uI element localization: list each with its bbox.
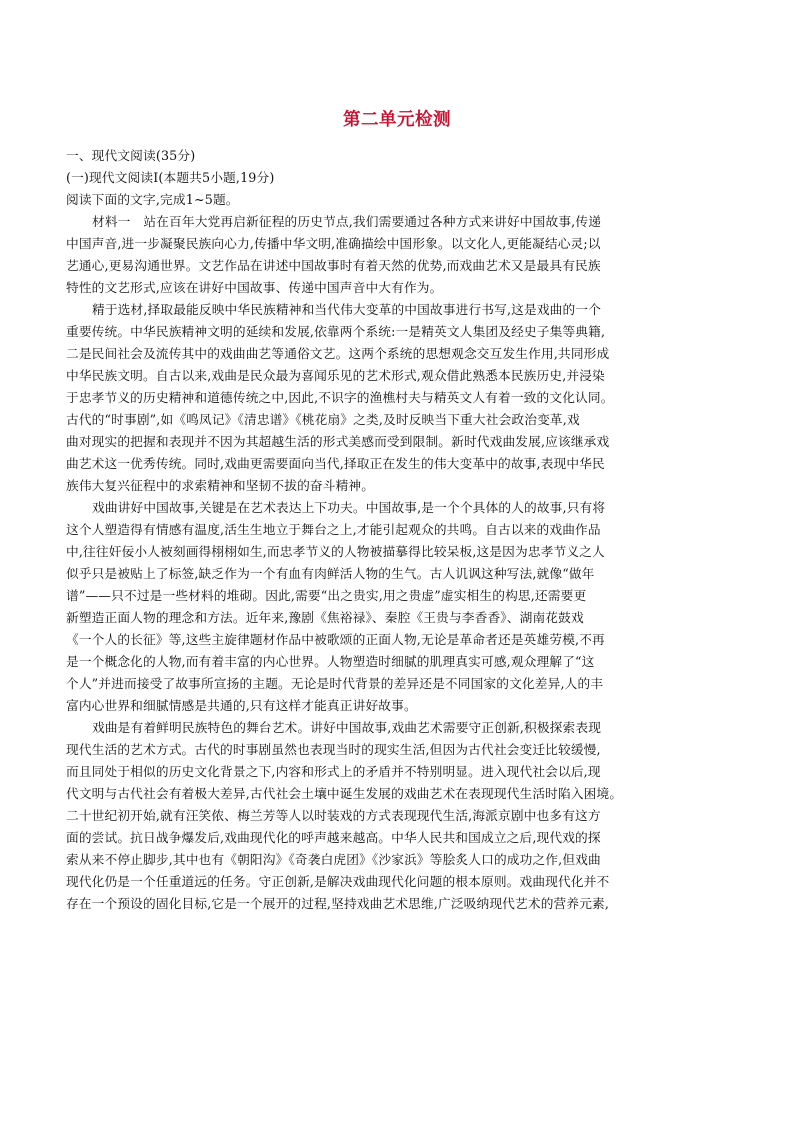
text-line: 富内心世界和细腻情感是共通的,只有这样才能真正讲好故事。 bbox=[66, 698, 417, 713]
text-line: 《一个人的长征》等,这些主旋律题材作品中被歌颂的正面人物,无论是革命者还是英雄劳模,不再 bbox=[66, 632, 605, 647]
text-line: 个人”并进而接受了故事所宣扬的主题。无论是时代背景的差异还是不同国家的文化差异,人的丰 bbox=[66, 676, 604, 691]
header-block bbox=[66, 145, 716, 211]
text-line: 曲对现实的把握和表现并不因为其超越生活的形式美感而受到限制。新时代戏曲发展,应该继承戏 bbox=[66, 434, 610, 449]
text-line: 似乎只是被贴上了标签,缺乏作为一个有血有肉鲜活人物的生气。古人讥讽这种写法,就像“做年 bbox=[66, 566, 595, 581]
text-line: 精于选材,择取最能反映中华民族精神和当代伟大变革的中国故事进行书写,这是戏曲的一个 bbox=[92, 302, 602, 317]
text-line: 二是民间社会及流传其中的戏曲曲艺等通俗文艺。这两个系统的思想观念交互发生作用,共同形成 bbox=[66, 346, 610, 361]
text-line: 代文明与古代社会有着极大差异,古代社会土壤中诞生发展的戏曲艺术在表现现代生活时陷入困境。 bbox=[66, 786, 623, 801]
page-title: 第二单元检测 bbox=[343, 110, 451, 130]
text-line: 谱”——只不过是一些材料的堆砌。因此,需要“出之贵实,用之贵虚”虚实相生的构思,还需要更 bbox=[66, 588, 587, 603]
text-line: 面的尝试。抗日战争爆发后,戏曲现代化的呼声越来越高。中华人民共和国成立之后,现代戏的探 bbox=[66, 830, 601, 845]
text-line: 古代的“时事剧”,如《鸣凤记》《清忠谱》《桃花扇》之类,及时反映当下重大社会政治变革,戏 bbox=[66, 412, 580, 427]
section-heading: 一、现代文阅读(35分) bbox=[66, 148, 196, 163]
text-line: 中,往往奸佞小人被刻画得栩栩如生,而忠孝节义的人物被描摹得比较呆板,这是因为忠孝节义之人 bbox=[66, 544, 605, 559]
instruction-text: 阅读下面的文字,完成1~5题。 bbox=[66, 192, 239, 207]
text-line: 重要传统。中华民族精神文明的延续和发展,依靠两个系统:一是精英文人集团及经史子集等典籍, bbox=[66, 324, 606, 339]
text-line: 特性的文艺形式,应该在讲好中国故事、传递中国声音中大有作为。 bbox=[66, 280, 443, 295]
subsection-heading: (一)现代文阅读Ⅰ(本题共5小题,19分) bbox=[66, 170, 275, 185]
text-line: 是一个概念化的人物,而有着丰富的内心世界。人物塑造时细腻的肌理真实可感,观众理解了“这 bbox=[66, 654, 595, 669]
text-line: 新塑造正面人物的理念和方法。近年来,豫剧《焦裕禄》、秦腔《王贵与李香香》、湖南花鼓戏 bbox=[66, 610, 584, 625]
text-line: 中华民族文明。自古以来,戏曲是民众最为喜闻乐见的艺术形式,观众借此熟悉本民族历史,并浸染 bbox=[66, 368, 605, 383]
text-line: 二十世纪初开始,就有汪笑侬、梅兰芳等人以时装戏的方式表现现代生活,海派京剧中也多有这方 bbox=[66, 808, 601, 823]
text-line: 这个人塑造得有情感有温度,活生生地立于舞台之上,才能引起观众的共鸣。自古以来的戏曲作品 bbox=[66, 522, 601, 537]
text-line: 曲艺术这一优秀传统。同时,戏曲更需要面向当代,择取正在发生的伟大变革中的故事,表现中华民 bbox=[66, 456, 605, 471]
text-line: 戏曲讲好中国故事,关键是在艺术表达上下功夫。中国故事,是一个个具体的人的故事,只有将 bbox=[92, 500, 606, 515]
text-line: 戏曲是有着鲜明民族特色的舞台艺术。讲好中国故事,戏曲艺术需要守正创新,积极探索表现 bbox=[92, 720, 602, 735]
text-line: 中国声音,进一步凝聚民族向心力,传播中华文明,准确描绘中国形象。以文化人,更能凝结心灵;以 bbox=[66, 236, 601, 251]
text-line: 现代化仍是一个任重道远的任务。守正创新,是解决戏曲现代化问题的根本原则。戏曲现代化并不 bbox=[66, 874, 610, 889]
text-line: 材料一 站在百年大党再启新征程的历史节点,我们需要通过各种方式来讲好中国故事,传递 bbox=[92, 214, 602, 229]
text-line: 存在一个预设的固化目标,它是一个展开的过程,坚持戏曲艺术思维,广泛吸纳现代艺术的营养元素, bbox=[66, 896, 610, 911]
passage-body bbox=[66, 211, 716, 915]
text-line: 艺通心,更易沟通世界。文艺作品在讲述中国故事时有着天然的优势,而戏曲艺术又是最具有民族 bbox=[66, 258, 601, 273]
text-line: 族伟大复兴征程中的求索精神和坚韧不拔的奋斗精神。 bbox=[66, 478, 375, 493]
text-line: 而且同处于相似的历史文化背景之下,内容和形式上的矛盾并不特别明显。进入现代社会以后,现 bbox=[66, 764, 601, 779]
text-line: 现代生活的艺术方式。古代的时事剧虽然也表现当时的现实生活,但因为古代社会变迁比较缓慢, bbox=[66, 742, 601, 757]
text-line: 索从来不停止脚步,其中也有《朝阳沟》《奇袭白虎团》《沙家浜》等脍炙人口的成功之作,但戏曲 bbox=[66, 852, 601, 867]
text-line: 于忠孝节义的历史精神和道德传统之中,因此,不识字的渔樵村夫与精英文人有着一致的文化认同。 bbox=[66, 390, 614, 405]
